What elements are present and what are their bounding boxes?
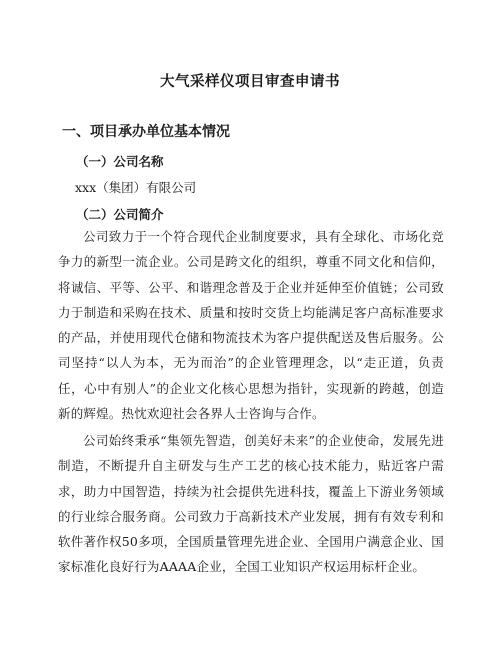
document-title: 大气采样仪项目审查申请书 (160, 74, 340, 90)
company-name-text: xxx（集团）有限公司 (75, 180, 197, 195)
subsection-heading-company-profile: （二）公司简介 (76, 207, 164, 222)
section-heading-company-info: 一、项目承办单位基本情况 (62, 124, 230, 140)
subsection-heading-company-name: （一）公司名称 (76, 154, 164, 169)
company-profile-paragraph-1: 公司致力于一个符合现代企业制度要求，具有全球化、市场化竞争力的新型一流企业。公司是跨文化的组织，尊重不同文化和信仰，将诚信、平等、公平、和谐理念普及于企业并延伸至价值链；公司致力于制造和采购在技术、质量和按时交货上均能满足客户高标准要求的产品，并使用现代仓储和物流技术为客户提供配送及售后服务。公司坚持“以人为本，无为而治”的企业管理理念，以“走正道，负责任，心中有别人”的企业文化核心思想为指针，实现新的跨越，创造新的辉煌。热忱欢迎社会各界人士咨询与合作。 (58, 229, 444, 422)
company-profile-paragraph-2: 公司始终秉承“集领先智造，创美好未来”的企业使命，发展先进制造，不断提升自主研发与生产工艺的核心技术能力，贴近客户需求，助力中国智造，持续为社会提供先进科技，覆盖上下游业务领域的行业综合服务商。公司致力于高新技术产业发展，拥有有效专利和软件著作权50多项，全国质量管理先进企业、全国用户满意企业、国家标准化良好行为AAAA企业，全国工业知识产权运用标杆企业。 (58, 433, 444, 575)
